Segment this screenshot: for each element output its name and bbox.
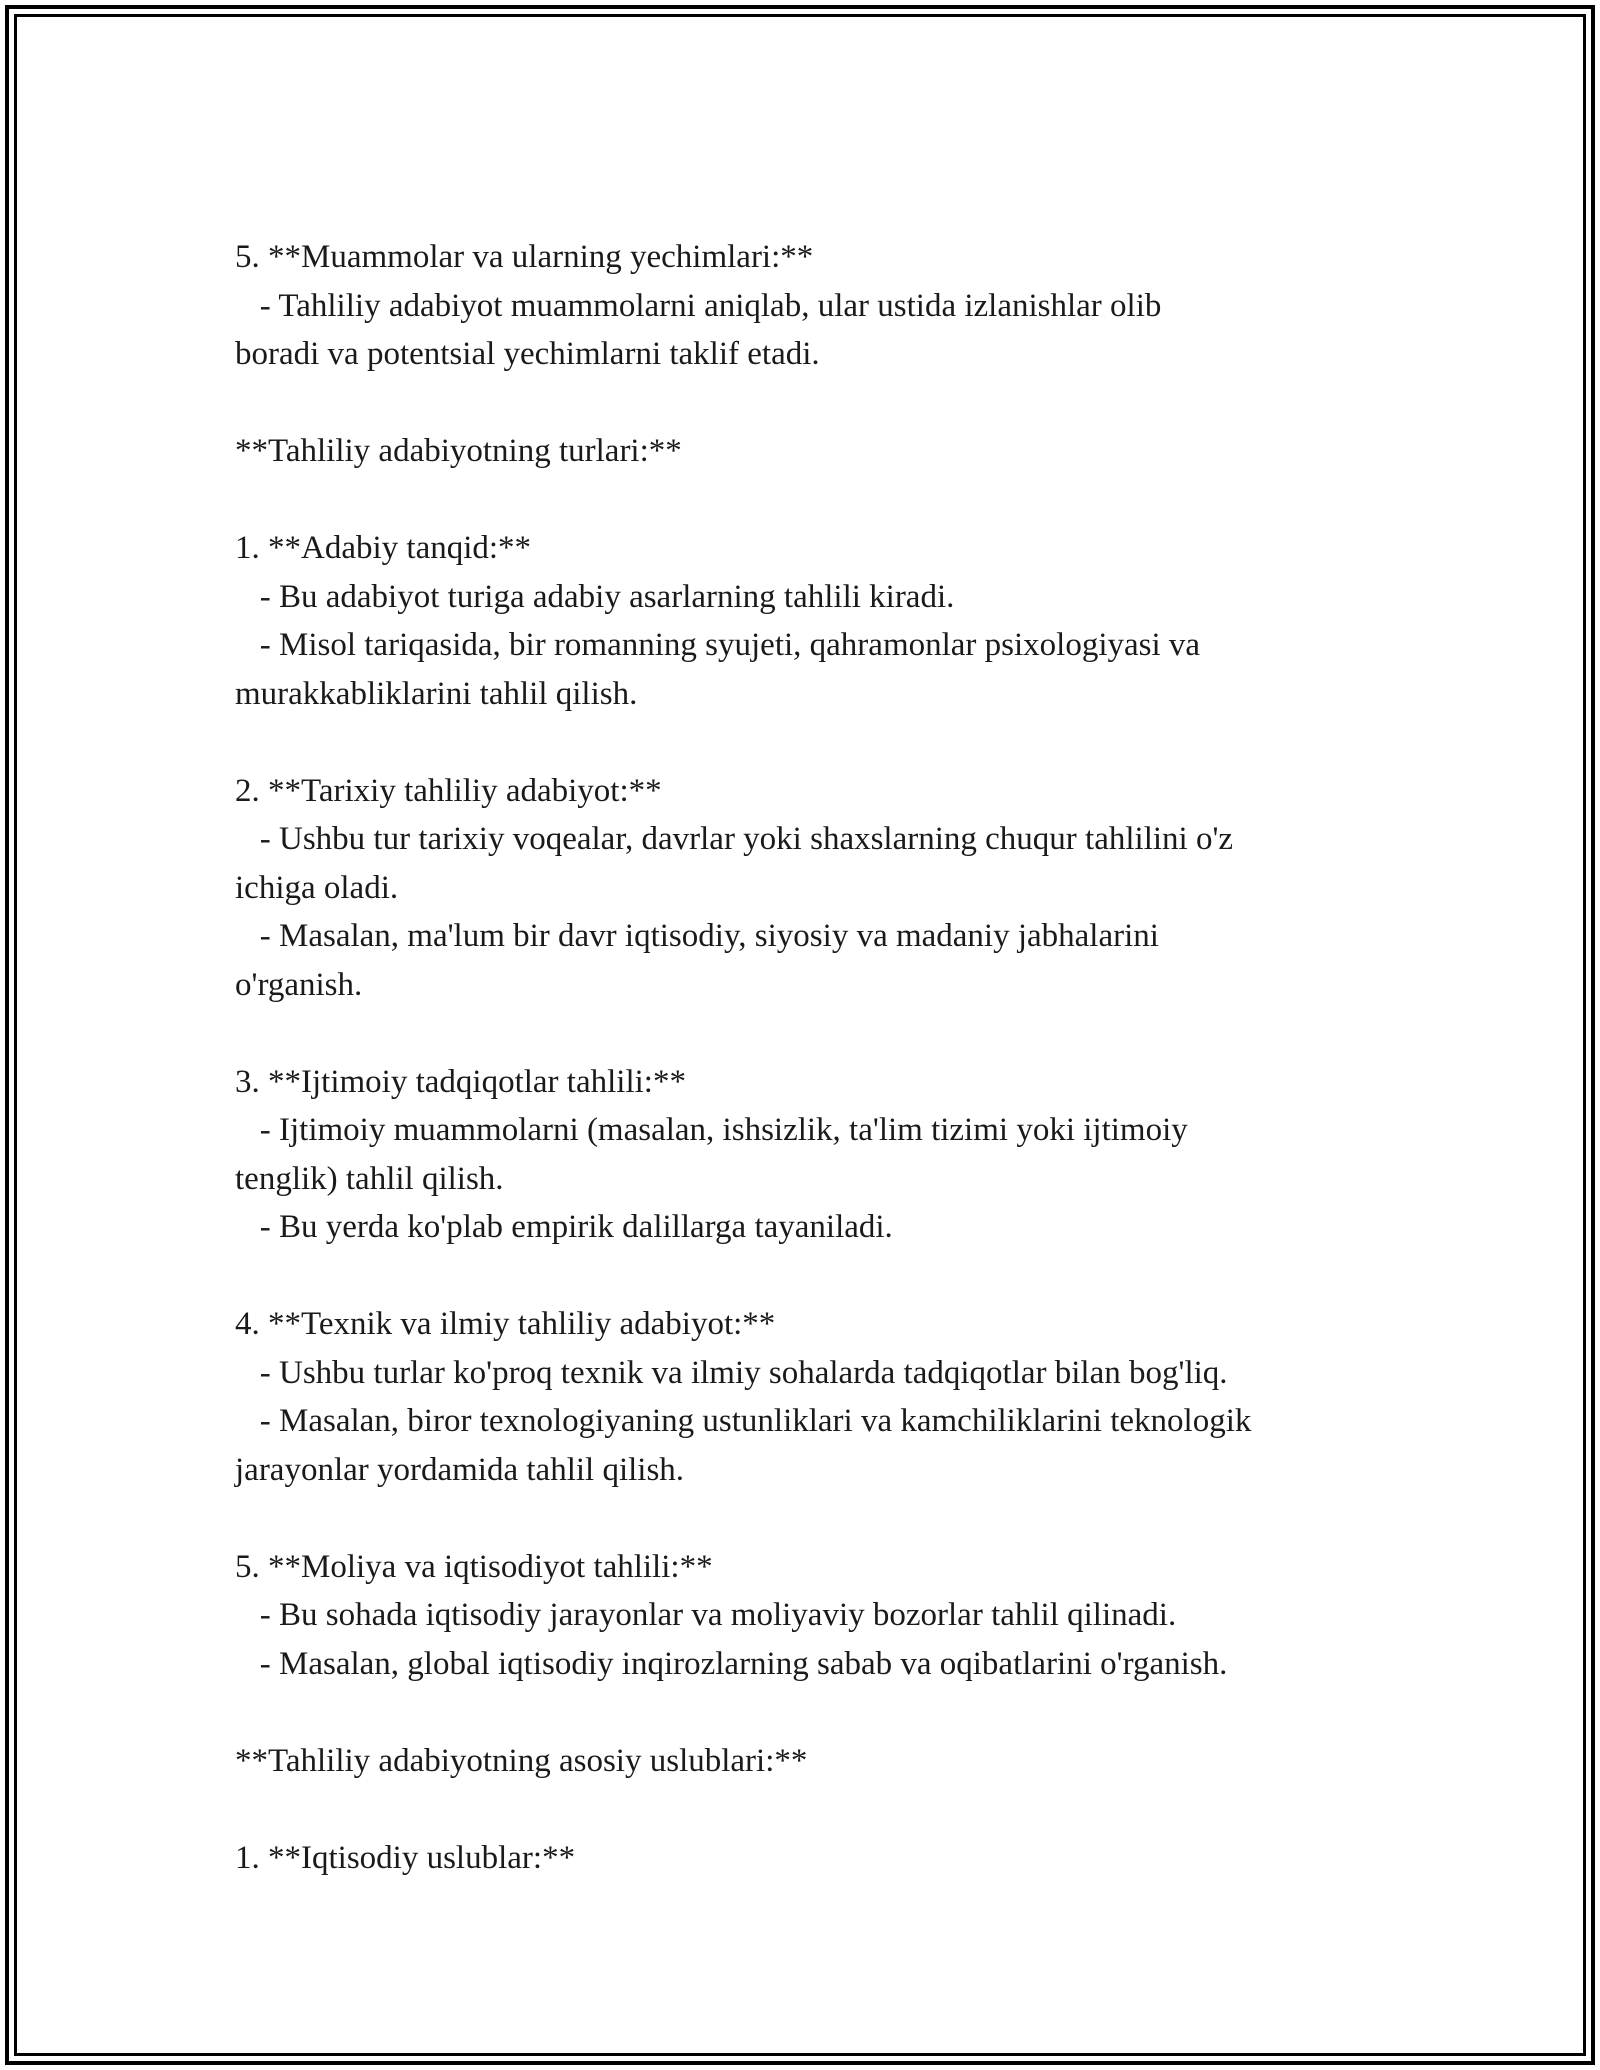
text-line: - Bu adabiyot turiga adabiy asarlarning tahlili kiradi. — [235, 578, 955, 615]
blank-line — [235, 1785, 1395, 1834]
text-line: - Bu yerda ko'plab empirik dalillarga tayaniladi. — [235, 1209, 893, 1245]
text-line: - Ushbu turlar ko'proq texnik va ilmiy sohalarda tadqiqotlar bilan bog'liq. — [235, 1354, 1228, 1391]
blank-line — [235, 1252, 1395, 1301]
text-line: - Misol tariqasida, bir romanning syujeti, qahramonlar psixologiyasi va — [235, 627, 1201, 663]
text-line: - Masalan, biror texnologiyaning ustunliklari va kamchiliklarini teknologik — [235, 1403, 1252, 1439]
text-line: - Masalan, ma'lum bir davr iqtisodiy, siyosiy va madaniy jabhalarini — [235, 918, 1159, 954]
text-line: - Ushbu tur tarixiy voqealar, davrlar yoki shaxslarning chuqur tahlilini o'z — [235, 821, 1234, 857]
text-line: 3. **Ijtimoiy tadqiqotlar tahlili:** — [235, 1063, 686, 1100]
text-line: boradi va potentsial yechimlarni taklif etadi. — [235, 336, 820, 372]
text-line: 5. **Muammolar va ularning yechimlari:** — [235, 239, 814, 275]
blank-line — [235, 1688, 1395, 1737]
blank-line — [235, 379, 1395, 428]
text-line: - Tahliliy adabiyot muammolarni aniqlab, ular ustida izlanishlar olib — [235, 287, 1162, 324]
text-line: 2. **Tarixiy tahliliy adabiyot:** — [235, 772, 662, 809]
text-line: 5. **Moliya va iqtisodiyot tahlili:** — [235, 1548, 713, 1585]
text-line: 1. **Iqtisodiy uslublar:** — [235, 1839, 576, 1876]
blank-line — [235, 476, 1395, 525]
text-line: **Tahliliy adabiyotning turlari:** — [235, 433, 682, 469]
text-line: jarayonlar yordamida tahlil qilish. — [235, 1451, 685, 1488]
blank-line — [235, 1494, 1395, 1543]
text-line: murakkabliklarini tahlil qilish. — [235, 675, 638, 712]
blank-line — [235, 718, 1395, 767]
text-line: - Ijtimoiy muammolarni (masalan, ishsizlik, ta'lim tizimi yoki ijtimoiy — [235, 1112, 1188, 1148]
text-line: 4. **Texnik va ilmiy tahliliy adabiyot:** — [235, 1306, 776, 1342]
text-line: ichiga oladi. — [235, 869, 399, 906]
text-line: tenglik) tahlil qilish. — [235, 1160, 504, 1197]
text-line: - Bu sohada iqtisodiy jarayonlar va moliyaviy bozorlar tahlil qilinadi. — [235, 1597, 1177, 1633]
text-line: 1. **Adabiy tanqid:** — [235, 530, 532, 566]
text-line: o'rganish. — [235, 966, 363, 1003]
document-body — [235, 233, 1395, 1882]
text-line: - Masalan, global iqtisodiy inqirozlarning sabab va oqibatlarini o'rganish. — [235, 1645, 1228, 1682]
blank-line — [235, 1009, 1395, 1058]
text-line: **Tahliliy adabiyotning asosiy uslublari:** — [235, 1742, 808, 1779]
